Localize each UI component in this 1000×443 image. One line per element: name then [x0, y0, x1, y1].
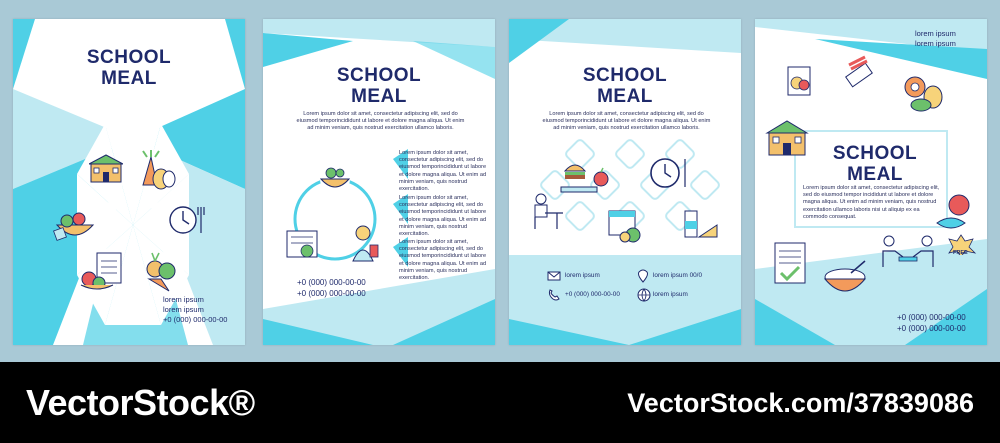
apple-icon	[591, 167, 611, 187]
cover-lorem-1: lorem ipsum	[163, 295, 204, 304]
grocery-bag-icon	[785, 59, 815, 99]
phone-icon	[547, 289, 561, 301]
milk-cheese-icon	[679, 203, 723, 243]
page-2-bullet-1: Lorem ipsum dolor sit amet, consectetur adipiscing elit, sed do eiusmod temporincididunt ut labore et dolore magna aliqua. Ut enim ad minim veniam, quis nostrud exercitation.	[399, 150, 487, 193]
contact-phone: +0 (000) 000-00-00	[565, 291, 620, 298]
page-2-bullet-2: Lorem ipsum dolor sit amet, consectetur adipiscing elit, sed do eiusmod temporincididunt ut labore et dolore magna aliqua. Ut enim ad minim veniam, quis nostrud exercitation.	[399, 195, 487, 238]
brochure-page-3	[509, 19, 741, 345]
contact-email: lorem ipsum	[565, 272, 600, 279]
contact-web: lorem ipsum	[653, 291, 688, 298]
students-eating-icon	[879, 231, 939, 277]
free-badge: FREE	[953, 250, 968, 256]
page-4-phone-1: +0 (000) 000-00-00	[897, 313, 966, 322]
meal-cycle-diagram	[277, 149, 397, 289]
porridge-bowl-icon	[821, 259, 871, 299]
page-2-title	[303, 65, 455, 107]
calendar-fruit-icon	[607, 205, 647, 245]
brochure-page-4	[755, 19, 987, 345]
watermark-bar	[0, 362, 1000, 443]
globe-icon	[637, 288, 651, 302]
page-2-paragraph: Lorem ipsum dolor sit amet, consectetur adipiscing elit, sed do eiusmod temporincididunt ut labore et dolore magna aliqua. Ut enim ad minim veniam, quis nostrud exercitation ullamco laboris.	[296, 111, 465, 132]
location-pin-icon	[637, 269, 649, 283]
checklist-icon	[771, 241, 811, 289]
cover-title-line1: SCHOOL	[86, 47, 172, 68]
page-3-paragraph: Lorem ipsum dolor sit amet, consectetur adipiscing elit, sed do eiusmod temporincididunt ut labore et dolore magna aliqua. Ut enim ad minim veniam, quis nostrud exercitation ullamco laboris.	[542, 111, 711, 132]
school-building-icon	[89, 154, 123, 184]
page-4-paragraph: Lorem ipsum dolor sit amet, consectetur adipiscing elit, sed do eiusmod tempor incididunt ut labore et dolore magna aliqua. Ut enim ad minim veniam, quis nostrud exercitation ullamco laboris nisi ut aliquip ex ea commodo consequat.	[803, 185, 940, 220]
page-4-title	[815, 143, 935, 185]
page-4-title-line1: SCHOOL	[832, 143, 918, 164]
page-2-phone-2: +0 (000) 000-00-00	[297, 289, 366, 298]
page-4-lorem-2: lorem ipsum	[915, 39, 956, 48]
vegetables-icon	[141, 249, 181, 293]
cover-phone: +0 (000) 000-00-00	[163, 315, 228, 324]
page-2-title-line1: SCHOOL	[336, 65, 422, 86]
menu-fruits-icon	[79, 251, 125, 291]
cover-title-line2: MEAL	[101, 68, 157, 89]
watermark-brand: VectorStock®	[26, 382, 255, 423]
page-2-phone-1: +0 (000) 000-00-00	[297, 278, 366, 287]
page-4-lorem-1: lorem ipsum	[915, 29, 956, 38]
page-3-title-line2: MEAL	[597, 86, 653, 107]
contact-address: lorem ipsum 00/0	[653, 272, 703, 279]
page-2-bullet-3: Lorem ipsum dolor sit amet, consectetur adipiscing elit, sed do eiusmod temporincididunt ut labore et dolore magna aliqua. Ut enim ad minim veniam, quis nostrud exercitation.	[399, 239, 487, 282]
salad-bowl-icon	[53, 207, 97, 241]
pizza-fruit-icon	[901, 69, 947, 113]
page-3-title-line1: SCHOOL	[582, 65, 668, 86]
watermark-code: VectorStock.com/37839086	[627, 388, 974, 418]
page-4-phone-2: +0 (000) 000-00-00	[897, 324, 966, 333]
cover-lorem-2: lorem ipsum	[163, 305, 204, 314]
school-building-icon-2	[765, 119, 809, 159]
student-desk-icon	[527, 191, 567, 231]
brochure-cover-page	[13, 19, 245, 345]
clock-cutlery-icon	[167, 203, 207, 237]
page-4-title-line2: MEAL	[847, 164, 903, 185]
cover-title	[43, 47, 215, 89]
crayons-icon	[841, 55, 881, 95]
page-2-title-line2: MEAL	[351, 86, 407, 107]
clock-plate-icon	[645, 153, 691, 193]
page-3-title	[549, 65, 701, 107]
carrot-egg-drumstick-icon	[137, 149, 177, 191]
email-icon	[547, 271, 561, 281]
brochure-page-2	[263, 19, 495, 345]
